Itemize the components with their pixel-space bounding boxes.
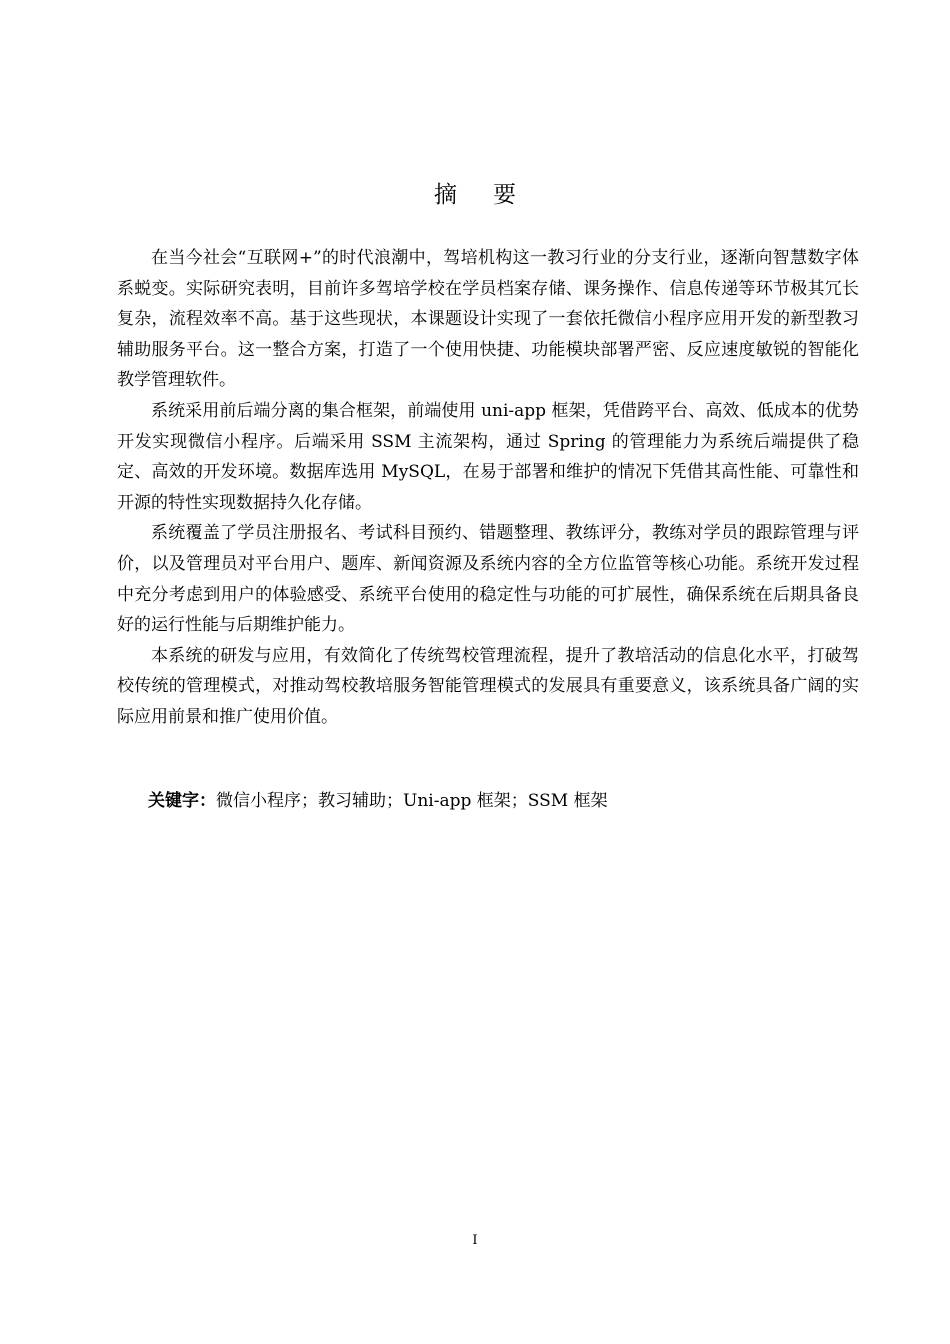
abstract-paragraph-3: 系统覆盖了学员注册报名、考试科目预约、错题整理、教练评分，教练对学员的跟踪管理与评价，以及管理员对平台用户、题库、新闻资源及系统内容的全方位监管等核心功能。系统开发过程中充分考虑到用户的体验感受、系统平台使用的稳定性与功能的可扩展性，确保系统在后期具备良好的运行性能与后期维护能力。 <box>117 523 859 636</box>
keywords-line <box>148 786 859 816</box>
abstract-paragraph-1: 在当今社会“互联网+”的时代浪潮中，驾培机构这一教习行业的分支行业，逐渐向智慧数字体系蜕变。实际研究表明，目前许多驾培学校在学员档案存储、课务操作、信息传递等环节极其冗长复杂，流程效率不高。基于这些现状，本课题设计实现了一套依托微信小程序应用开发的新型教习辅助服务平台。这一整合方案，打造了一个使用快捷、功能模块部署严密、反应速度敏锐的智能化教学管理软件。 <box>117 248 859 391</box>
abstract-paragraph-4: 本系统的研发与应用，有效简化了传统驾校管理流程，提升了教培活动的信息化水平，打破驾校传统的管理模式，对推动驾校教培服务智能管理模式的发展具有重要意义，该系统具备广阔的实际应用前景和推广使用价值。 <box>117 645 859 727</box>
keywords-value: 微信小程序；教习辅助；Uni-app 框架；SSM 框架 <box>216 791 608 811</box>
abstract-body <box>117 243 859 733</box>
abstract-paragraph-2: 系统采用前后端分离的集合框架，前端使用 uni-app 框架，凭借跨平台、高效、低成本的优势开发实现微信小程序。后端采用 SSM 主流架构，通过 Spring 的管理能力为系统后端提供了稳定、高效的开发环境。数据库选用 MySQL，在易于部署和维护的情况下凭借其高性能、可靠性和开源的特性实现数据持久化存储。 <box>117 400 859 513</box>
page-number: I <box>472 1233 478 1248</box>
abstract-title: 摘要 <box>434 182 552 208</box>
keywords-label: 关键字： <box>148 791 216 811</box>
